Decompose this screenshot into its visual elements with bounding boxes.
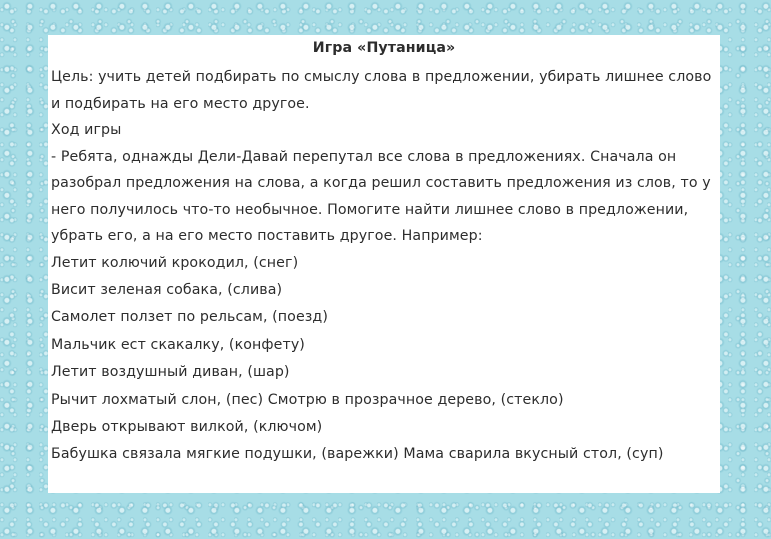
document-card (48, 35, 720, 493)
example-line: Мальчик ест скакалку, (конфету) (51, 336, 305, 353)
example-line: Висит зеленая собака, (слива) (51, 281, 283, 298)
example-line: Самолет ползет по рельсам, (поезд) (51, 309, 328, 326)
intro-paragraph: - Ребята, однажды Дели-Давай перепутал все слова в предложениях. Сначала он разобрал предложения на слова, а когда решил составить предложения из слов, то у него получилось что-то необычное. Помогите найти лишнее слово в предложении, убрать его, а на его место поставить другое. Например: (51, 148, 711, 244)
progress-heading: Ход игры (51, 122, 122, 138)
example-line: Бабушка связала мягкие подушки, (варежки) Мама сварила вкусный стол, (суп) (51, 446, 664, 463)
example-line: Дверь открывают вилкой, (ключом) (51, 418, 323, 435)
goal-paragraph: Цель: учить детей подбирать по смыслу слова в предложении, убирать лишнее слово и подбирать на его место другое. (51, 69, 712, 112)
example-line: Летит колючий крокодил, (снег) (51, 254, 299, 271)
example-line: Рычит лохматый слон, (пес) Смотрю в прозрачное дерево, (стекло) (51, 391, 564, 408)
example-line: Летит воздушный диван, (шар) (51, 364, 290, 381)
document-title: Игра «Путаница» (312, 40, 456, 56)
examples-list (51, 250, 717, 469)
